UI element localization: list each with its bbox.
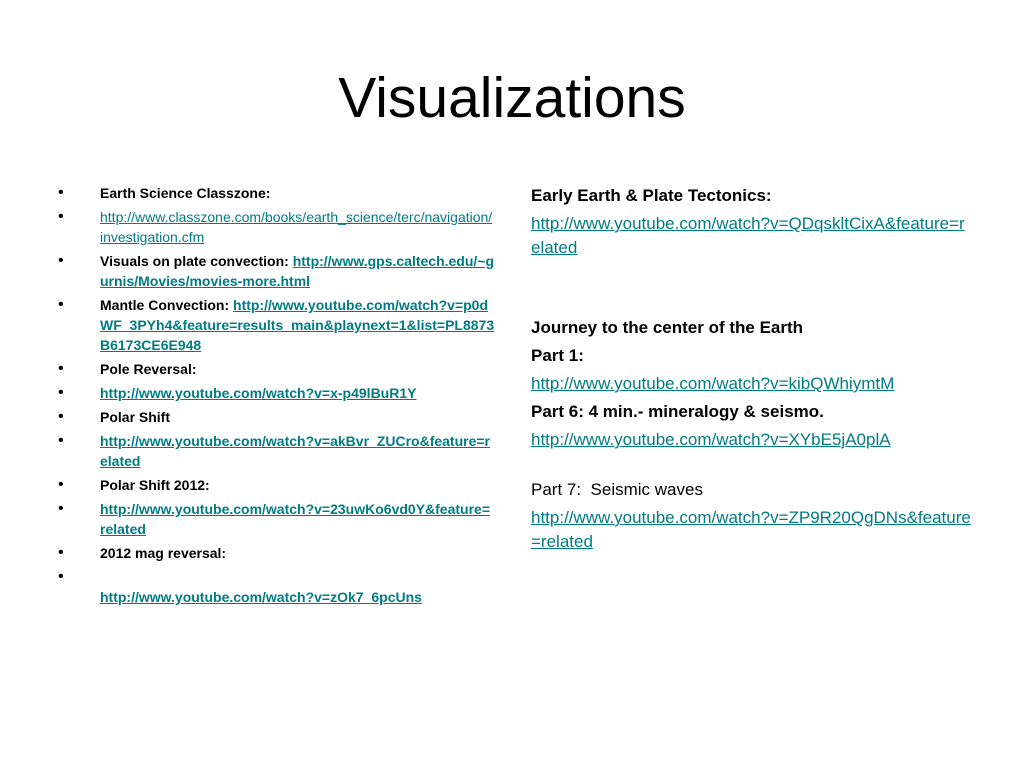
list-item — [58, 499, 495, 539]
item-label: 2012 mag reversal: — [100, 545, 227, 561]
pole-reversal-link[interactable]: http://www.youtube.com/watch?v=x-p49lBuR1Y — [100, 385, 417, 401]
mag-reversal-link[interactable]: http://www.youtube.com/watch?v=zOk7_6pcUns — [100, 589, 422, 605]
part7-label: Part 7: Seismic waves — [531, 480, 703, 499]
right-column — [531, 184, 971, 558]
list-item — [58, 383, 495, 403]
list-item — [58, 251, 495, 291]
list-item — [58, 183, 495, 203]
polar-shift-2012-link[interactable]: http://www.youtube.com/watch?v=23uwKo6vd0Y&feature=related — [100, 501, 490, 537]
slide-title: Visualizations — [338, 66, 686, 130]
part7-link[interactable]: http://www.youtube.com/watch?v=ZP9R20QgDNs&feature=related — [531, 508, 971, 551]
resource-list — [58, 183, 495, 607]
left-column — [58, 183, 495, 611]
part6-label: Part 6: 4 min.- mineralogy & seismo. — [531, 402, 824, 421]
list-item — [58, 431, 495, 471]
journey-heading: Journey to the center of the Earth — [531, 318, 804, 337]
part6-link[interactable]: http://www.youtube.com/watch?v=XYbE5jA0plA — [531, 430, 891, 449]
polar-shift-link[interactable]: http://www.youtube.com/watch?v=akBvr_ZUCro&feature=related — [100, 433, 490, 469]
list-item — [58, 567, 495, 607]
list-item — [58, 543, 495, 563]
plate-convection-link[interactable]: http://www.gps.caltech.edu/~gurnis/Movies/movies-more.html — [100, 253, 495, 289]
item-label: Earth Science Classzone: — [100, 185, 271, 201]
list-item — [58, 295, 495, 355]
part1-label: Part 1: — [531, 346, 584, 365]
early-earth-link[interactable]: http://www.youtube.com/watch?v=QDqskltCixA&feature=related — [531, 214, 965, 257]
item-label: Polar Shift — [100, 409, 171, 425]
early-earth-heading: Early Earth & Plate Tectonics: — [531, 186, 772, 205]
item-label: Pole Reversal: — [100, 361, 197, 377]
list-item — [58, 407, 495, 427]
mantle-convection-link[interactable]: http://www.youtube.com/watch?v=p0dWF_3PYh4&feature=results_main&playnext=1&list=PL8873B6173CE6E948 — [100, 297, 495, 353]
item-label: Mantle Convection: — [100, 297, 230, 313]
list-item — [58, 207, 495, 247]
item-label: Visuals on plate convection: — [100, 253, 289, 269]
classzone-link[interactable]: http://www.classzone.com/books/earth_science/terc/navigation/investigation.cfm — [100, 209, 493, 245]
list-item — [58, 475, 495, 495]
item-label: Polar Shift 2012: — [100, 477, 210, 493]
part1-link[interactable]: http://www.youtube.com/watch?v=kibQWhiymtM — [531, 374, 895, 393]
list-item — [58, 359, 495, 379]
